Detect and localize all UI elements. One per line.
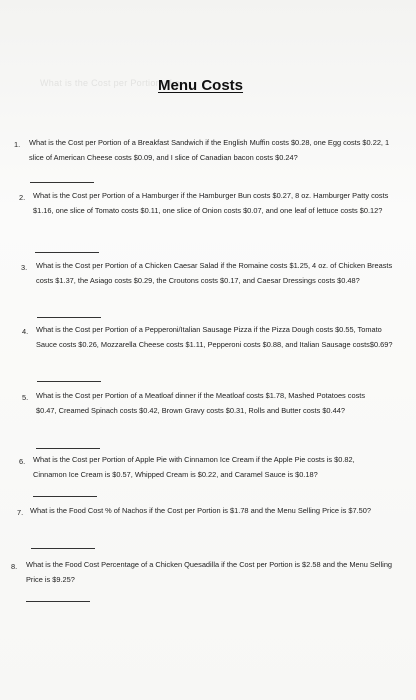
answer-line[interactable] bbox=[36, 448, 100, 449]
bleed-through-text: What is the Cost per Portion of a bbox=[40, 78, 180, 88]
answer-line[interactable] bbox=[35, 252, 99, 253]
question-number: 3. bbox=[21, 263, 28, 272]
question-text: What is the Food Cost Percentage of a Chicken Quesadilla if the Cost per Portion is $2.58 and the Menu Selling Price is $9.25? bbox=[26, 560, 393, 584]
question-text: What is the Cost per Portion of Apple Pie with Cinnamon Ice Cream if the Apple Pie costs is $0.82, Cinnamon Ice Cream is $0.57, Whipped Cream is $0.22, and Caramel Sauce is $0.18? bbox=[33, 455, 355, 479]
answer-line[interactable] bbox=[31, 548, 95, 549]
question-text: What is the Cost per Portion of a Pepperoni/Italian Sausage Pizza if the Pizza Dough costs $0.55, Tomato Sauce costs $0.26, Mozzarella Cheese costs $1.11, Pepperoni costs $0.88, and Italian Sausage costs$0.69? bbox=[36, 325, 393, 349]
question-number: 5. bbox=[22, 393, 29, 402]
page-title: Menu Costs bbox=[158, 77, 244, 94]
answer-line[interactable] bbox=[37, 317, 101, 318]
question-number: 8. bbox=[11, 562, 18, 571]
question-number: 4. bbox=[22, 327, 29, 336]
answer-line[interactable] bbox=[26, 601, 90, 602]
question-text: What is the Food Cost % of Nachos if the Cost per Portion is $1.78 and the Menu Selling Price is $7.50? bbox=[30, 506, 371, 515]
answer-line[interactable] bbox=[37, 381, 101, 382]
answer-line[interactable] bbox=[30, 182, 94, 183]
question-number: 2. bbox=[19, 193, 26, 202]
answer-line[interactable] bbox=[33, 496, 97, 497]
question-text: What is the Cost per Portion of a Breakfast Sandwich if the English Muffin costs $0.28, one Egg costs $0.22, 1 slice of American Cheese costs $0.09, and I slice of Canadian bacon costs $0.24? bbox=[29, 138, 390, 162]
question-number: 7. bbox=[17, 508, 24, 517]
question-text: What is the Cost per Portion of a Meatloaf dinner if the Meatloaf costs $1.78, Mashed Potatoes costs $0.47, Creamed Spinach costs $0.42, Brown Gravy costs $0.31, Rolls and Butter costs $0.44? bbox=[36, 391, 366, 415]
question-text: What is the Cost per Portion of a Chicken Caesar Salad if the Romaine costs $1.25, 4 oz. of Chicken Breasts costs $1.37, the Asiago costs $0.29, the Croutons costs $0.17, and Caesar Dressings costs $0.48? bbox=[36, 261, 393, 285]
question-text: What is the Cost per Portion of a Hamburger if the Hamburger Bun costs $0.27, 8 oz. Hamburger Patty costs $1.16, one slice of Tomato costs $0.11, one slice of Onion costs $0.07, and one leaf of lettuce costs $0.12? bbox=[33, 191, 389, 215]
question-number: 6. bbox=[19, 457, 26, 466]
question-number: 1. bbox=[14, 140, 21, 149]
